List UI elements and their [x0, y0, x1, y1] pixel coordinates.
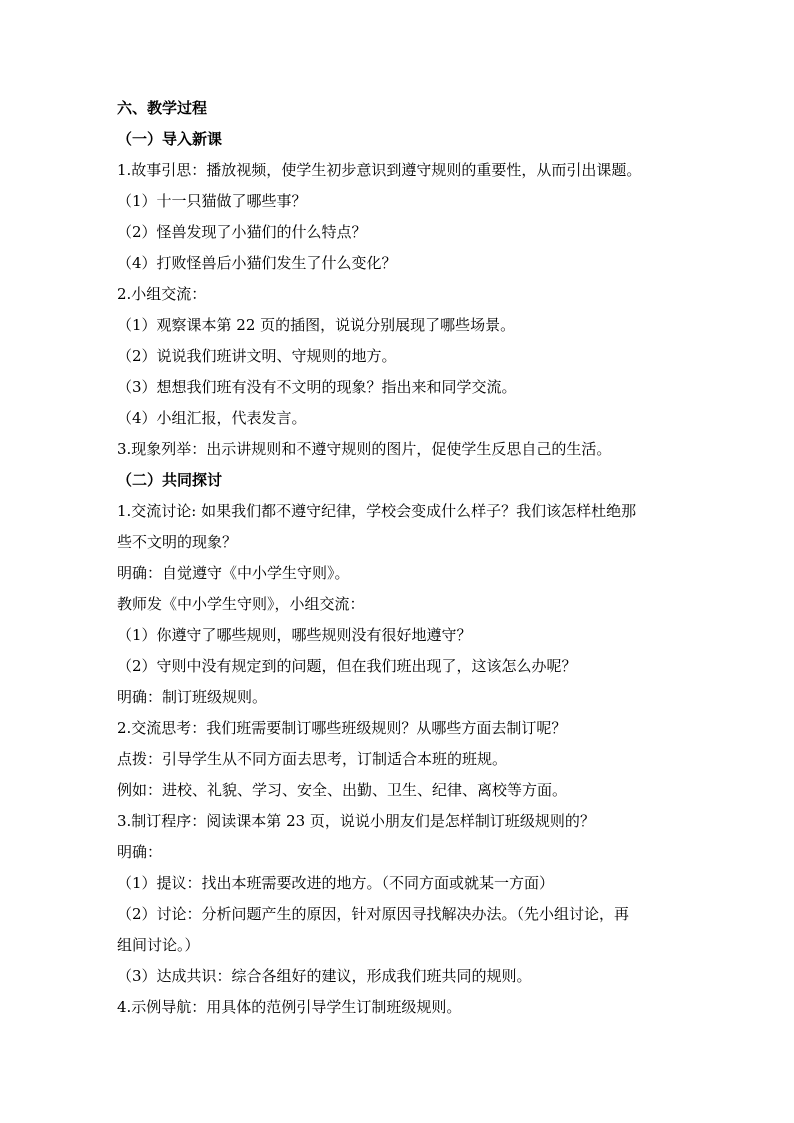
list-item: （1）提议：找出本班需要改进的地方。（不同方面或就某一方面） [117, 874, 555, 892]
paragraph-line: 3.制订程序：阅读课本第 23 页，说说小朋友们是怎样制订班级规则的？ [117, 812, 595, 830]
paragraph-line: 教师发《中小学生守则》，小组交流： [117, 595, 365, 613]
section-heading: 六、教学过程 [117, 99, 208, 117]
list-item: （1）十一只猫做了哪些事？ [117, 192, 307, 210]
paragraph-line: 1.故事引思：播放视频，使学生初步意识到遵守规则的重要性，从而引出课题。 [117, 161, 642, 179]
paragraph-line: 明确：自觉遵守《中小学生守则》。 [117, 564, 350, 582]
list-item: （3）想想我们班有没有不文明的现象？指出来和同学交流。 [117, 378, 517, 396]
paragraph-line: 些不文明的现象？ [117, 533, 238, 551]
list-item: （2）守则中没有规定到的问题，但在我们班出现了，这该怎么办呢？ [117, 657, 577, 675]
list-item: （2）怪兽发现了小猫们的什么特点？ [117, 223, 367, 241]
list-item: （3）达成共识：综合各组好的建议，形成我们班共同的规则。 [117, 967, 532, 985]
subsection-heading: （二）共同探讨 [117, 471, 223, 489]
list-item: （4）小组汇报，代表发言。 [117, 409, 307, 427]
paragraph-line: 明确： [117, 843, 163, 861]
paragraph-line: 2.小组交流： [117, 285, 207, 303]
paragraph-line: 例如：进校、礼貌、学习、安全、出勤、卫生、纪律、离校等方面。 [117, 781, 568, 799]
list-item: （4）打败怪兽后小猫们发生了什么变化？ [117, 254, 397, 272]
list-item: （2）说说我们班讲文明、守规则的地方。 [117, 347, 397, 365]
list-item: 组间讨论。） [117, 936, 200, 954]
paragraph-line: 3.现象列举：出示讲规则和不遵守规则的图片，促使学生反思自己的生活。 [117, 440, 612, 458]
list-item: （1）你遵守了哪些规则，哪些规则没有很好地遵守？ [117, 626, 472, 644]
paragraph-line: 2.交流思考：我们班需要制订哪些班级规则？从哪些方面去制订呢？ [117, 719, 567, 737]
document-page [117, 93, 677, 1023]
list-item: （1）观察课本第 22 页的插图，说说分别展现了哪些场景。 [117, 316, 516, 334]
paragraph-line: 1.交流讨论: 如果我们都不遵守纪律，学校会变成什么样子？我们该怎样杜绝那 [117, 502, 637, 520]
list-item: （2）讨论：分析问题产生的原因，针对原因寻找解决办法。（先小组讨论，再 [117, 905, 630, 923]
paragraph-line: 点拨：引导学生从不同方面去思考，订制适合本班的班规。 [117, 750, 508, 768]
subsection-heading: （一）导入新课 [117, 130, 223, 148]
paragraph-line: 4.示例导航：用具体的范例引导学生订制班级规则。 [117, 998, 462, 1016]
paragraph-line: 明确：制订班级规则。 [117, 688, 268, 706]
